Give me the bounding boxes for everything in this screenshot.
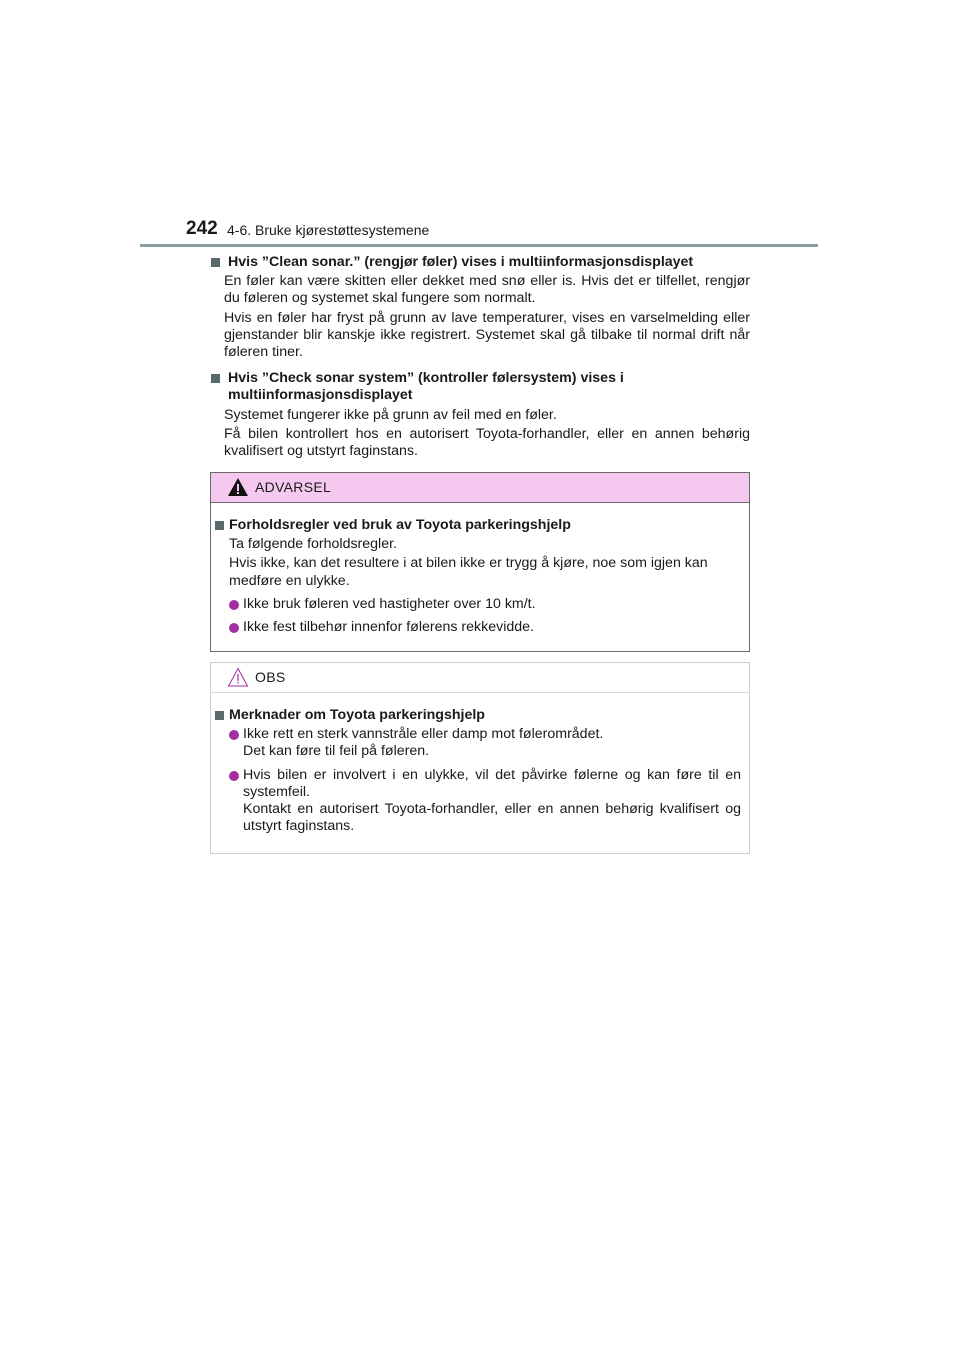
square-bullet-icon (215, 521, 224, 530)
round-bullet-icon (229, 771, 239, 781)
notice-header (211, 663, 749, 693)
section-heading: Hvis ”Check sonar system” (kontroller følersystem) vises i multiinformasjonsdisplayet (228, 370, 624, 404)
chapter-title: 4-6. Bruke kjørestøttesystemene (227, 222, 430, 238)
warning-intro: Ta følgende forholdsregler. (229, 536, 397, 553)
square-bullet-icon (215, 711, 224, 720)
warning-triangle-icon (227, 477, 249, 497)
warning-intro: Hvis ikke, kan det resultere i at bilen ikke er trygg å kjøre, noe som igjen kan medføre en ulykke. (229, 555, 708, 589)
round-bullet-icon (229, 730, 239, 740)
round-bullet-icon (229, 600, 239, 610)
caution-triangle-outline-icon (227, 667, 249, 687)
round-bullet-icon (229, 623, 239, 633)
warning-header (211, 473, 749, 503)
section-paragraph: Få bilen kontrollert hos en autorisert Toyota-forhandler, eller en annen behørig kvalifisert og utstyrt faginstans. (224, 425, 750, 460)
notice-label: OBS (255, 669, 286, 685)
section-paragraph: Hvis en føler har fryst på grunn av lave temperaturer, vises en varselmelding eller gjenstander blir kanskje ikke registrert. Systemet skal gå tilbake til normal drift når føleren tiner. (224, 309, 750, 361)
page-number: 242 (186, 218, 218, 239)
warning-heading: Forholdsregler ved bruk av Toyota parkeringshjelp (229, 517, 571, 533)
section-check-sonar (210, 370, 750, 460)
notice-bullet: Ikke rett en sterk vannstråle eller damp mot følerområdet. Det kan føre til feil på føleren. (215, 726, 741, 760)
section-paragraph: En føler kan være skitten eller dekket med snø eller is. Hvis det er tilfellet, rengjør du føleren og systemet skal fungere som normalt. (224, 273, 750, 307)
warning-bullet: Ikke fest tilbehør innenfor følerens rekkevidde. (215, 619, 741, 636)
warning-label: ADVARSEL (255, 479, 332, 495)
square-bullet-icon (211, 258, 220, 267)
main-content (210, 254, 750, 469)
notice-box (210, 662, 750, 854)
header-rule (140, 244, 818, 247)
section-heading: Hvis ”Clean sonar.” (rengjør føler) vises i multiinformasjonsdisplayet (228, 254, 694, 270)
section-paragraph: Systemet fungerer ikke på grunn av feil med en føler. (224, 406, 557, 423)
section-clean-sonar (210, 254, 750, 361)
notice-bullet: Hvis bilen er involvert i en ulykke, vil det påvirke følerne og kan føre til en systemfeil. Kontakt en autorisert Toyota-forhandler, eller en annen behørig kvalifisert og utstyrt faginstans. (215, 767, 741, 836)
square-bullet-icon (211, 374, 220, 383)
notice-heading: Merknader om Toyota parkeringshjelp (229, 707, 485, 723)
warning-box (210, 472, 750, 652)
warning-bullet: Ikke bruk føleren ved hastigheter over 10 km/t. (215, 596, 741, 613)
